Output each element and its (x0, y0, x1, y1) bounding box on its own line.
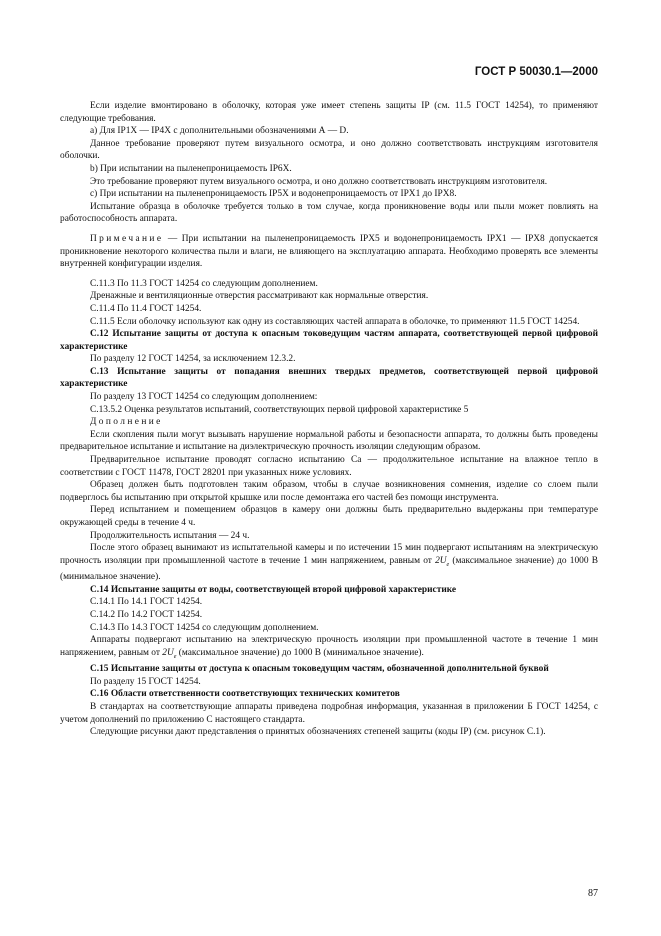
voltage-symbol-base: 2U (162, 647, 174, 658)
paragraph: С.11.3 По 11.3 ГОСТ 14254 со следующим дополнением. (90, 278, 318, 289)
note-text: — При испытании на пыленепроницаемость IPX5 и водонепроницаемость IPX1 — IPX8 допускается проникновение некоторого количества пыли и влаги, не влияющего на эксплуатацию аппарата. Необходимо проверять все элементы внутренней конфигурации изделия. (60, 233, 598, 270)
section-heading-c14: С.14 Испытание защиты от воды, соответствующей второй цифровой характеристике (90, 584, 457, 595)
paragraph: Предварительное испытание проводят согласно испытанию Са — продолжительное испытание на влажное тепло в соответствии с ГОСТ 11478, ГОСТ 28201 при указанных ниже условиях. (60, 455, 598, 478)
paragraph: С.11.4 По 11.4 ГОСТ 14254. (90, 303, 202, 314)
note-label: Примечание (90, 233, 164, 244)
paragraph: С.14.1 По 14.1 ГОСТ 14254. (90, 597, 203, 608)
paragraph: Данное требование проверяют путем визуального осмотра, и оно должно соответствовать инструкциям изготовителя оболочки. (60, 138, 598, 162)
paragraph: По разделу 13 ГОСТ 14254 со следующим дополнением: (90, 392, 318, 403)
paragraph: По разделу 15 ГОСТ 14254. (90, 676, 201, 687)
paragraph: Следующие рисунки дают представления о принятых обозначениях степеней защиты (коды IP) (см. рисунок С.1). (90, 727, 546, 738)
voltage-symbol-subscript: e (446, 561, 450, 568)
paragraph: а) Для IP1X — IP4X с дополнительными обозначениями А — D. (90, 126, 349, 137)
paragraph: Если скопления пыли могут вызывать нарушение нормальной работы и безопасности аппарата, то должны быть проведены предварительное испытание и испытание на диэлектрическую прочность изоляции следующим образом. (60, 429, 598, 453)
paragraph: Перед испытанием и помещением образцов в камеру они должны быть предварительно выдержаны при температуре окружающей среды в течение 4 ч. (60, 505, 598, 528)
paragraph: Образец должен быть подготовлен таким образом, чтобы в случае возникновения сомнения, изделие со слоем пыли подверглось бы испытанию при открытой крышке или после демонтажа его частей без помощи инструмента. (60, 480, 598, 503)
paragraph: Испытание образца в оболочке требуется только в том случае, когда проникновение воды или пыли может повлиять на работоспособность аппарата. (60, 201, 598, 225)
voltage-symbol-base: 2U (435, 555, 447, 566)
section-heading-c13: С.13 Испытание защиты от попадания внешних твердых предметов, соответствующей первой цифровой характеристике (60, 366, 598, 390)
paragraph: Это требование проверяют путем визуального осмотра, и оно должно соответствовать инструкциям изготовителя. (90, 176, 548, 187)
paragraph: По разделу 12 ГОСТ 14254, за исключением 12.3.2. (90, 354, 296, 365)
paragraph: Продолжительность испытания — 24 ч. (90, 530, 250, 541)
text-run: (максимальное значение) до 1000 В (минимальное значение). (60, 555, 598, 583)
voltage-symbol-subscript: e (173, 653, 177, 660)
page-number: 87 (588, 888, 598, 899)
paragraph: В стандартах на соответствующие аппараты приведена подробная информация, указанная в приложении Б ГОСТ 14254, с учетом дополнений по приложению С настоящего стандарта. (60, 702, 598, 725)
paragraph (60, 542, 598, 584)
addition-label: Дополнение (90, 417, 163, 428)
paragraph: С.13.5.2 Оценка результатов испытаний, соответствующих первой цифровой характеристике 5 (90, 404, 469, 415)
paragraph (60, 634, 598, 663)
page-body (60, 100, 598, 739)
paragraph: Если изделие вмонтировано в оболочку, которая уже имеет степень защиты IP (см. 11.5 ГОСТ 14254), то применяют следующие требования. (60, 101, 598, 124)
paragraph: С.11.5 Если оболочку используют как одну из составляющих частей аппарата в оболочке, то применяют 11.5 ГОСТ 14254. (90, 316, 580, 327)
paragraph: с) При испытании на пыленепроницаемость IP5X и водонепроницаемость от IPX1 до IPX8. (90, 189, 457, 200)
note (60, 233, 598, 271)
document-header: ГОСТ Р 50030.1—2000 (474, 66, 598, 78)
section-heading-c12: С.12 Испытание защиты от доступа к опасным токоведущим частям аппарата, соответствующей первой цифровой характеристике (60, 329, 598, 352)
voltage-symbol (162, 648, 176, 658)
paragraph: С.14.3 По 14.3 ГОСТ 14254 со следующим дополнением. (90, 622, 319, 633)
text-run: Аппараты подвергают испытанию на электрическую прочность изоляции при промышленной частоте в течение 1 мин напряжением, равным от (60, 635, 598, 658)
section-heading-c15: С.15 Испытание защиты от доступа к опасным токоведущим частям, обозначенной дополнительной буквой (90, 664, 549, 675)
paragraph: b) При испытании на пыленепроницаемость IP6X. (90, 163, 292, 174)
paragraph: С.14.2 По 14.2 ГОСТ 14254. (90, 610, 203, 621)
text-run: (максимальное значение) до 1000 В (минимальное значение). (176, 647, 424, 658)
paragraph: Дренажные и вентиляционные отверстия рассматривают как нормальные отверстия. (90, 291, 429, 302)
text-run: После этого образец вынимают из испытательной камеры и по истечении 15 мин подвергают испытаниям на электрическую прочность изоляции при промышленной частоте в течение 1 мин напряжением, равным от (60, 543, 598, 566)
section-heading-c16: С.16 Области ответственности соответствующих технических комитетов (90, 689, 400, 700)
voltage-symbol (435, 556, 449, 566)
